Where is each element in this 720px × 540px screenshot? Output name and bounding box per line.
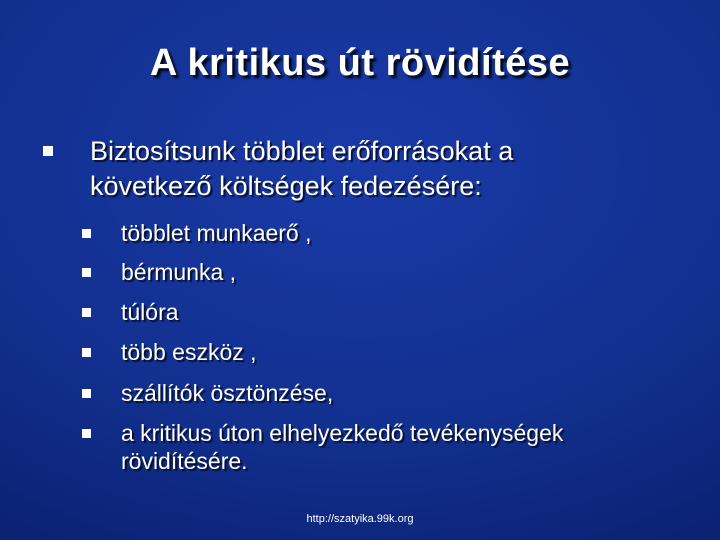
sub-bullet-item: túlóra	[121, 299, 179, 325]
main-bullet-text	[90, 134, 690, 204]
sub-bullet-square-icon	[82, 268, 91, 277]
sub-bullet-square-icon	[82, 429, 91, 438]
main-bullet-line-1: Biztosítsunk többlet erőforrásokat a	[90, 136, 514, 166]
sub-bullet-line-1: a kritikus úton elhelyezkedő tevékenységek	[121, 420, 564, 446]
sub-bullet-line-2: rövidítésére.	[121, 448, 248, 474]
sub-bullet-item: többlet munkaerő ,	[121, 220, 312, 246]
sub-bullet-item: szállítók ösztönzése,	[121, 380, 334, 406]
main-bullet-line-2: következő költségek fedezésére:	[90, 171, 482, 201]
sub-bullet-square-icon	[82, 308, 91, 317]
slide-title: A kritikus út rövidítése	[149, 42, 571, 84]
sub-bullet-item	[121, 419, 701, 475]
sub-bullet-square-icon	[82, 389, 91, 398]
bullet-square-icon	[43, 146, 53, 156]
footer-url: http://szatyika.99k.org	[306, 513, 414, 525]
sub-bullet-item: bérmunka ,	[121, 259, 237, 285]
sub-bullet-square-icon	[82, 348, 91, 357]
sub-bullet-square-icon	[82, 229, 91, 238]
sub-bullet-item: több eszköz ,	[121, 339, 257, 365]
